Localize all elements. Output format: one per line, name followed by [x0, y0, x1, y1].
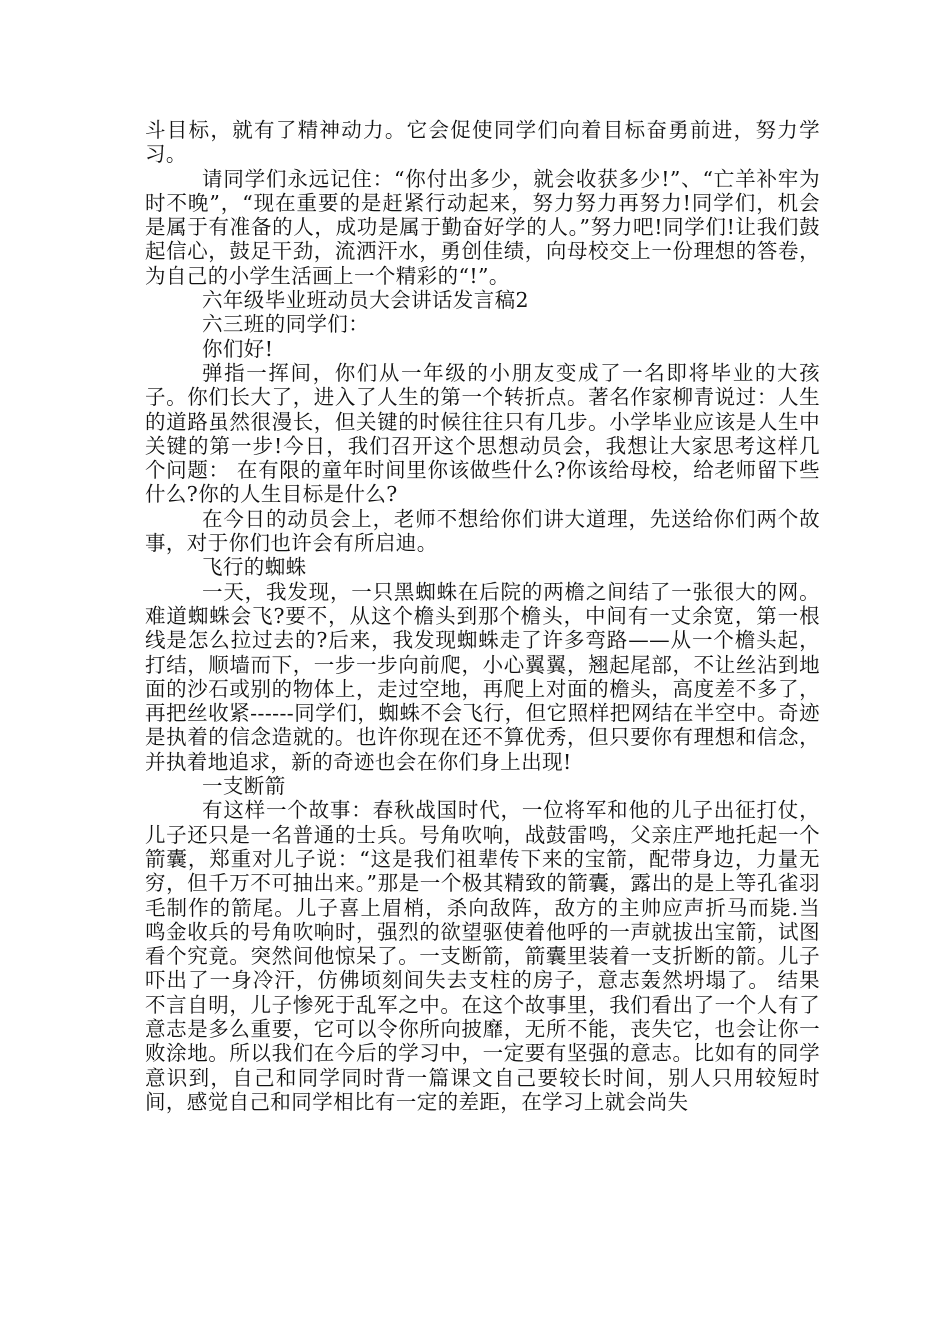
greeting: 你们好!	[202, 336, 274, 361]
section-heading-speech-2: 六年级毕业班动员大会讲话发言稿2	[202, 288, 529, 313]
paragraph-arrow-story: 有这样一个故事：春秋战国时代，一位将军和他的儿子出征打仗，儿子还只是一名普通的士兵。号角吹响，战鼓雷鸣，父亲庄严地托起一个箭囊，郑重对儿子说：“这是我们祖辈传下来的宝箭，配带身边，力量无穷，但千万不可抽出来。”那是一个极其精致的箭囊，露出的是上等孔雀羽毛制作的箭尾。儿子喜上眉梢，杀向敌阵，敌方的主帅应声折马而毙.当鸣金收兵的号角吹响时，强烈的欲望驱使着他呼的一声就拔出宝箭，试图看个究竟。突然间他惊呆了。一支断箭，箭囊里装着一支折断的箭。儿子吓出了一身冷汗，仿佛顷刻间失去支柱的房子，意志轰然坍塌了。 结果不言自明，儿子惨死于乱军之中。在这个故事里，我们看出了一个人有了意志是多么重要，它可以令你所向披靡，无所不能，丧失它，也会让你一败涂地。所以我们在今后的学习中，一定要有坚强的意志。比如有的同学意识到，自己和同学同时背一篇课文自己要较长时间，别人只用较短时间，感觉自己和同学相比有一定的差距，在学习上就会尚失	[145, 798, 820, 1114]
paragraph-remember: 请同学们永远记住：“你付出多少，就会收获多少!”、“亡羊补牢为时不晚”，“现在重要的是赶紧行动起来，努力努力再努力!同学们，机会是属于有准备的人，成功是属于勤奋好学的人。”努力吧!同学们!让我们鼓起信心，鼓足干劲，流洒汗水，勇创佳绩，向母校交上一份理想的答卷，为自己的小学生活画上一个精彩的“!”。	[145, 166, 820, 288]
story-title-spider: 飞行的蜘蛛	[202, 555, 307, 580]
story-title-arrow: 一支断箭	[202, 774, 286, 799]
salutation: 六三班的同学们：	[202, 312, 370, 337]
paragraph-continuation: 斗目标，就有了精神动力。它会促使同学们向着目标奋勇前进，努力学习。	[145, 118, 820, 167]
paragraph-intro: 弹指一挥间，你们从一年级的小朋友变成了一名即将毕业的大孩子。你们长大了，进入了人生的第一个转折点。著名作家柳青说过：人生的道路虽然很漫长，但关键的时候往往只有几步。小学毕业应该是人生中关键的第一步!今日，我们召开这个思想动员会，我想让大家思考这样几个问题： 在有限的童年时间里你该做些什么?你该给母校，给老师留下些什么?你的人生目标是什么?	[145, 360, 820, 507]
paragraph-two-stories: 在今日的动员会上，老师不想给你们讲大道理，先送给你们两个故事，对于你们也许会有所启迪。	[145, 506, 820, 556]
document-body	[145, 118, 820, 1114]
paragraph-spider-story: 一天，我发现，一只黑蜘蛛在后院的两檐之间结了一张很大的网。难道蜘蛛会飞?要不，从这个檐头到那个檐头，中间有一丈余宽，第一根线是怎么拉过去的?后来，我发现蜘蛛走了许多弯路——从一个檐头起，打结，顺墙而下，一步一步向前爬，小心翼翼，翘起尾部，不让丝沾到地面的沙石或别的物体上，走过空地，再爬上对面的檐头，高度差不多了，再把丝收紧------同学们，蜘蛛不会飞行，但它照样把网结在半空中。奇迹是执着的信念造就的。也许你现在还不算优秀，但只要你有理想和信念，并执着地追求，新的奇迹也会在你们身上出现!	[145, 579, 820, 774]
